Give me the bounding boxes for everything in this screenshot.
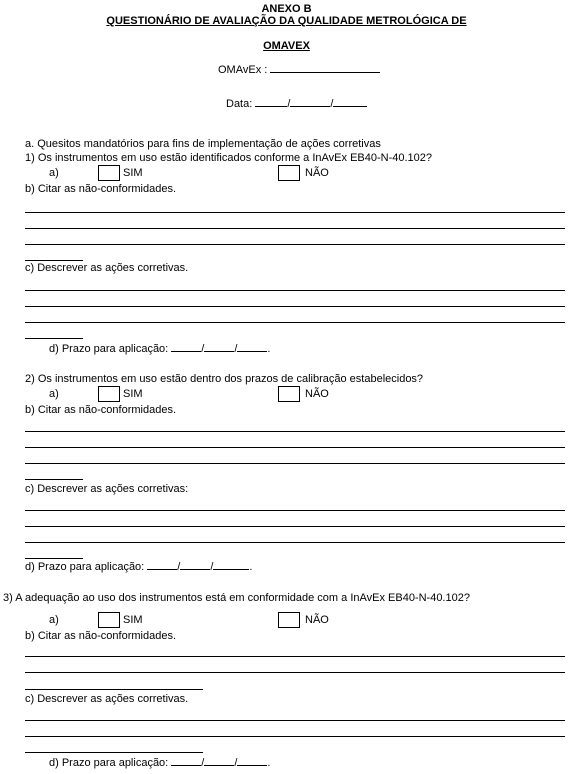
q1-describe-label: c) Descrever as ações corretivas. [25,262,189,274]
q3-yes-checkbox[interactable] [98,612,120,628]
q2-cite-label: b) Citar as não-conformidades. [25,404,177,416]
q1-cite-line[interactable] [25,260,83,261]
q2-deadline-field[interactable]: d) Prazo para aplicação: / / . [25,561,253,573]
q1-option-a: a) [49,167,59,179]
q1-deadline-day[interactable] [171,342,201,352]
q1-cite-line[interactable] [25,228,565,229]
date-separator: / [234,757,238,769]
date-separator: / [234,343,238,355]
date-year-blank[interactable] [333,97,367,107]
section-a-heading: a. Quesitos mandatórios para fins de implementação de ações corretivas [25,138,381,150]
q1-deadline-field[interactable]: d) Prazo para aplicação: / / . [49,343,271,355]
q2-yes-checkbox[interactable] [98,386,120,402]
date-separator: / [330,98,334,110]
q3-deadline-field[interactable]: d) Prazo para aplicação: / / . [49,757,271,769]
q3-cite-label: b) Citar as não-conformidades. [25,630,177,642]
q2-yes-label: SIM [123,388,143,400]
q2-describe-line[interactable] [25,526,565,527]
q3-describe-line[interactable] [25,736,565,737]
q2-deadline-year[interactable] [213,560,249,570]
date-separator: / [287,98,291,110]
date-label: Data: [226,98,253,110]
q3-describe-line[interactable] [25,720,565,721]
q3-deadline-day[interactable] [171,756,201,766]
q3-describe-label: c) Descrever as ações corretivas. [25,693,189,705]
q2-deadline-day[interactable] [147,560,177,570]
omavex-label: OMAvEx : [218,64,268,76]
q2-describe-line[interactable] [25,558,83,559]
date-month-blank[interactable] [290,97,330,107]
q3-no-checkbox[interactable] [278,612,300,628]
question-1: 1) Os instrumentos em uso estão identificados conforme a InAvEx EB40-N-40.102? [25,152,433,164]
q1-deadline-label: d) Prazo para aplicação: [49,343,169,355]
date-separator: / [201,757,205,769]
q1-cite-line[interactable] [25,212,565,213]
q1-yes-checkbox[interactable] [98,165,120,181]
omavex-field[interactable] [218,63,380,76]
q3-cite-line[interactable] [25,689,203,690]
q3-deadline-month[interactable] [204,756,234,766]
q2-describe-line[interactable] [25,542,565,543]
q1-cite-label: b) Citar as não-conformidades. [25,183,177,195]
q3-deadline-year[interactable] [237,756,267,766]
q1-describe-line[interactable] [25,290,565,291]
q1-deadline-month[interactable] [204,342,234,352]
q2-cite-line[interactable] [25,431,565,432]
q3-yes-label: SIM [123,614,143,626]
q3-describe-line[interactable] [25,752,203,753]
q1-deadline-year[interactable] [237,342,267,352]
q1-no-checkbox[interactable] [278,165,300,181]
q1-describe-line[interactable] [25,322,565,323]
q2-cite-line[interactable] [25,447,565,448]
q1-describe-line[interactable] [25,338,83,339]
q3-cite-line[interactable] [25,656,565,657]
q2-cite-line[interactable] [25,463,565,464]
q2-no-checkbox[interactable] [278,386,300,402]
date-separator: / [201,343,205,355]
question-3: 3) A adequação ao uso dos instrumentos está em conformidade com a InAvEx EB40-N-40.102? [3,592,470,604]
date-separator: / [177,561,181,573]
q2-option-a: a) [49,388,59,400]
q3-no-label: NÃO [305,614,329,626]
annex-title: ANEXO B [261,3,312,15]
q3-cite-line[interactable] [25,672,565,673]
date-separator: / [210,561,214,573]
q2-cite-line[interactable] [25,479,83,480]
form-title-omavex: OMAVEX [263,40,310,52]
q2-no-label: NÃO [305,388,329,400]
q1-yes-label: SIM [123,167,143,179]
q3-deadline-label: d) Prazo para aplicação: [49,757,169,769]
q2-deadline-label: d) Prazo para aplicação: [25,561,145,573]
q2-deadline-month[interactable] [180,560,210,570]
date-field[interactable] [226,97,367,110]
omavex-blank[interactable] [270,63,380,73]
q1-describe-line[interactable] [25,306,565,307]
q3-option-a: a) [49,614,59,626]
q2-describe-label: c) Descrever as ações corretivas: [25,483,189,495]
q1-no-label: NÃO [305,167,329,179]
date-day-blank[interactable] [255,97,287,107]
q2-describe-line[interactable] [25,510,565,511]
form-title: QUESTIONÁRIO DE AVALIAÇÃO DA QUALIDADE METROLÓGICA DE [106,15,467,27]
question-2: 2) Os instrumentos em uso estão dentro dos prazos de calibração estabelecidos? [25,373,424,385]
q1-cite-line[interactable] [25,244,565,245]
